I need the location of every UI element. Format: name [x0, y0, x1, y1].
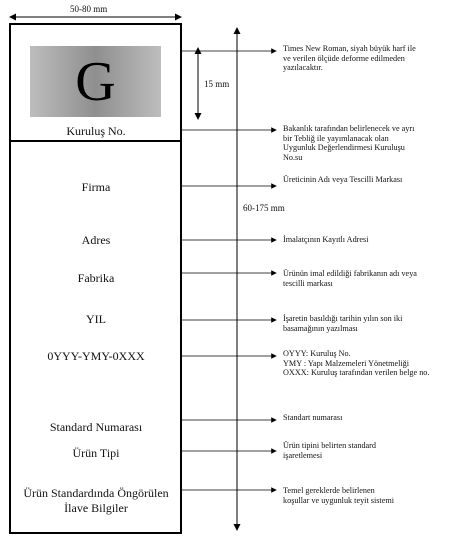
- field-fabrika: Fabrika: [77, 271, 115, 285]
- annotation-urun-tipi: Ürün tipini belirten standard işaretlemesi: [283, 441, 376, 460]
- annotation-firma: Üreticinin Adı veya Tescilli Markası: [283, 175, 403, 184]
- field-code: 0YYY-YMY-0XXX: [47, 349, 145, 363]
- annotation-ilave-bilgiler: Temel gereklerde belirlenen koşullar ve uygunluk teyit sistemi: [283, 486, 394, 505]
- field-adres: Adres: [81, 233, 111, 247]
- field-kurulus-no: Kuruluş No.: [66, 124, 126, 138]
- height-total-dimension-label: 60-175 mm: [243, 203, 285, 213]
- field-ilave-bilgiler-line2: İlave Bilgiler: [64, 501, 128, 515]
- field-ilave-bilgiler: Ürün Standardında Öngörülen: [23, 486, 169, 500]
- annotation-code: OYYY: Kuruluş No. YMY : Yapı Malzemeleri Yönetmeliği OXXX: Kuruluş tarafından verilen belge no.: [283, 349, 430, 378]
- annotation-kurulus-no: Bakanlık tarafından belirlenecek ve ayrı bir Tebliğ ile yayımlanacak olan Uygunluk Değerlendirmesi Kuruluşu No.su: [283, 124, 415, 162]
- field-yil: YIL: [86, 312, 106, 326]
- mark-logo: [30, 46, 161, 117]
- annotation-yil: İşaretin basıldığı tarihin yılın son iki basamağının yazılması: [283, 314, 403, 333]
- annotation-fabrika: Ürünün imal edildiği fabrikanın adı veya tescilli markası: [283, 269, 417, 288]
- field-urun-tipi: Ürün Tipi: [72, 446, 120, 460]
- annotation-standard-numarasi: Standart numarası: [283, 413, 343, 422]
- field-standard-numarasi: Standard Numarası: [49, 420, 143, 434]
- height-15-dimension-label: 15 mm: [204, 79, 230, 89]
- annotation-font: Times New Roman, siyah büyük harf ile ve verilen ölçüde deforme edilmeden yazılacaktır.: [283, 44, 416, 73]
- annotation-adres: İmalatçının Kayıtlı Adresi: [283, 235, 369, 244]
- mark-letter: G: [75, 50, 116, 113]
- width-dimension-label: 50-80 mm: [70, 4, 108, 14]
- field-firma: Firma: [81, 180, 111, 194]
